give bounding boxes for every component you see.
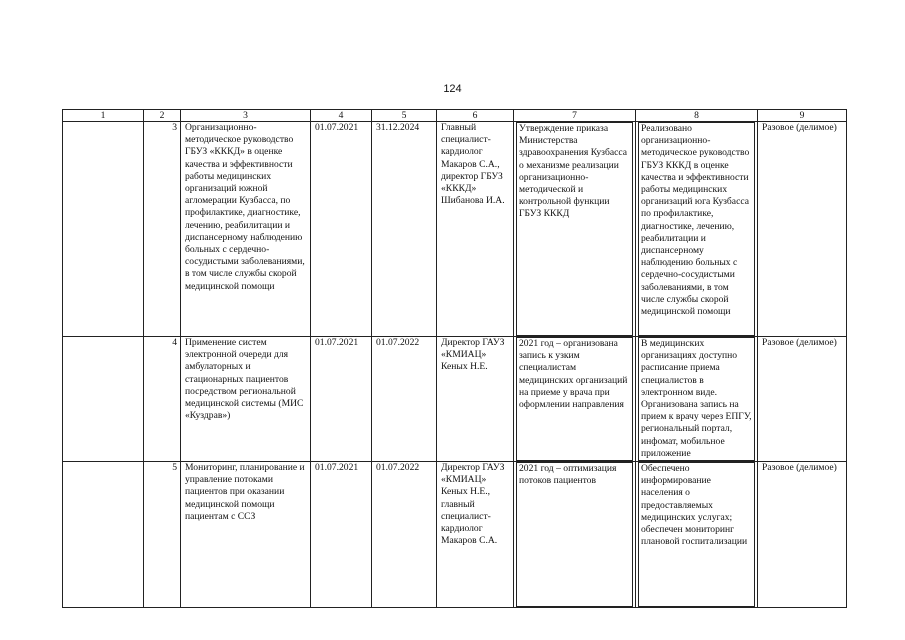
result-cell — [636, 122, 758, 337]
table-row — [63, 462, 847, 608]
start-date-cell: 01.07.2021 — [311, 462, 372, 608]
page-number: 124 — [443, 83, 462, 95]
responsible-cell: Директор ГАУЗ «КМИАЦ» Кеных Н.Е. — [437, 337, 514, 462]
header-cell-3: 3 — [181, 110, 311, 122]
header-cell-7: 7 — [514, 110, 636, 122]
header-cell-8: 8 — [636, 110, 758, 122]
type-cell: Разовое (делимое) — [758, 462, 847, 608]
table-row — [63, 337, 847, 462]
responsible-cell: Директор ГАУЗ «КМИАЦ» Кеных Н.Е., главный специалист-кардиолог Макаров С.А. — [437, 462, 514, 608]
header-cell-2: 2 — [144, 110, 181, 122]
indicator-cell — [514, 337, 636, 462]
result-text: Обеспечено информирование населения о предоставляемых медицинских услугах; обеспечен мониторинг плановой госпитализации — [638, 462, 755, 607]
type-cell: Разовое (делимое) — [758, 337, 847, 462]
row-col1-cell — [63, 122, 144, 337]
header-cell-5: 5 — [372, 110, 437, 122]
result-cell — [636, 462, 758, 608]
start-date-cell: 01.07.2021 — [311, 337, 372, 462]
row-col1-cell — [63, 462, 144, 608]
end-date-cell: 31.12.2024 — [372, 122, 437, 337]
activity-cell: Организационно-методическое руководство ГБУЗ «КККД» в оценке качества и эффективности работы медицинских организаций южной агломерации Кузбасса, по профилактике, диагностике, лечению, реабилитации и диспансерному наблюдению больных с сердечно-сосудистыми заболеваниями, в том числе службы скорой медицинской помощи — [181, 122, 311, 337]
activity-cell: Применение систем электронной очереди для амбулаторных и стационарных пациентов посредством региональной медицинской системы (МИС «Куздрав») — [181, 337, 311, 462]
row-number-cell: 4 — [144, 337, 181, 462]
end-date-cell: 01.07.2022 — [372, 337, 437, 462]
end-date-cell: 01.07.2022 — [372, 462, 437, 608]
indicator-text: 2021 год – организована запись к узким специалистам медицинских организаций на приеме у врача при оформлении направления — [516, 337, 633, 461]
header-cell-9: 9 — [758, 110, 847, 122]
indicator-text: 2021 год – оптимизация потоков пациентов — [516, 462, 633, 607]
header-cell-6: 6 — [437, 110, 514, 122]
header-cell-4: 4 — [311, 110, 372, 122]
activity-cell: Мониторинг, планирование и управление потоками пациентов при оказании медицинской помощи пациентам с ССЗ — [181, 462, 311, 608]
header-cell-1: 1 — [63, 110, 144, 122]
responsible-cell: Главный специалист-кардиолог Макаров С.А., директор ГБУЗ «КККД» Шибанова И.А. — [437, 122, 514, 337]
row-number-cell: 5 — [144, 462, 181, 608]
row-col1-cell — [63, 337, 144, 462]
row-number-cell: 3 — [144, 122, 181, 337]
header-row — [63, 110, 847, 122]
activity-table — [62, 109, 847, 608]
indicator-cell — [514, 122, 636, 337]
result-cell — [636, 337, 758, 462]
result-text: В медицинских организациях доступно расписание приема специалистов в электронном виде. Организована запись на прием к врачу через ЕПГУ, региональный портал, инфомат, мобильное приложение — [638, 337, 755, 461]
type-cell: Разовое (делимое) — [758, 122, 847, 337]
indicator-text: Утверждение приказа Министерства здравоохранения Кузбасса о механизме реализации организационно-методической и контрольной функции ГБУЗ КККД — [516, 122, 633, 336]
table-row — [63, 122, 847, 337]
indicator-cell — [514, 462, 636, 608]
start-date-cell: 01.07.2021 — [311, 122, 372, 337]
result-text: Реализовано организационно-методическое руководство ГБУЗ КККД в оценке качества и эффективности работы медицинских организаций юга Кузбасса по профилактике, диагностике, лечению, реабилитации и диспансерному наблюдению больных с сердечно-сосудистыми заболеваниями, в том числе службы скорой медицинской помощи — [638, 122, 755, 336]
